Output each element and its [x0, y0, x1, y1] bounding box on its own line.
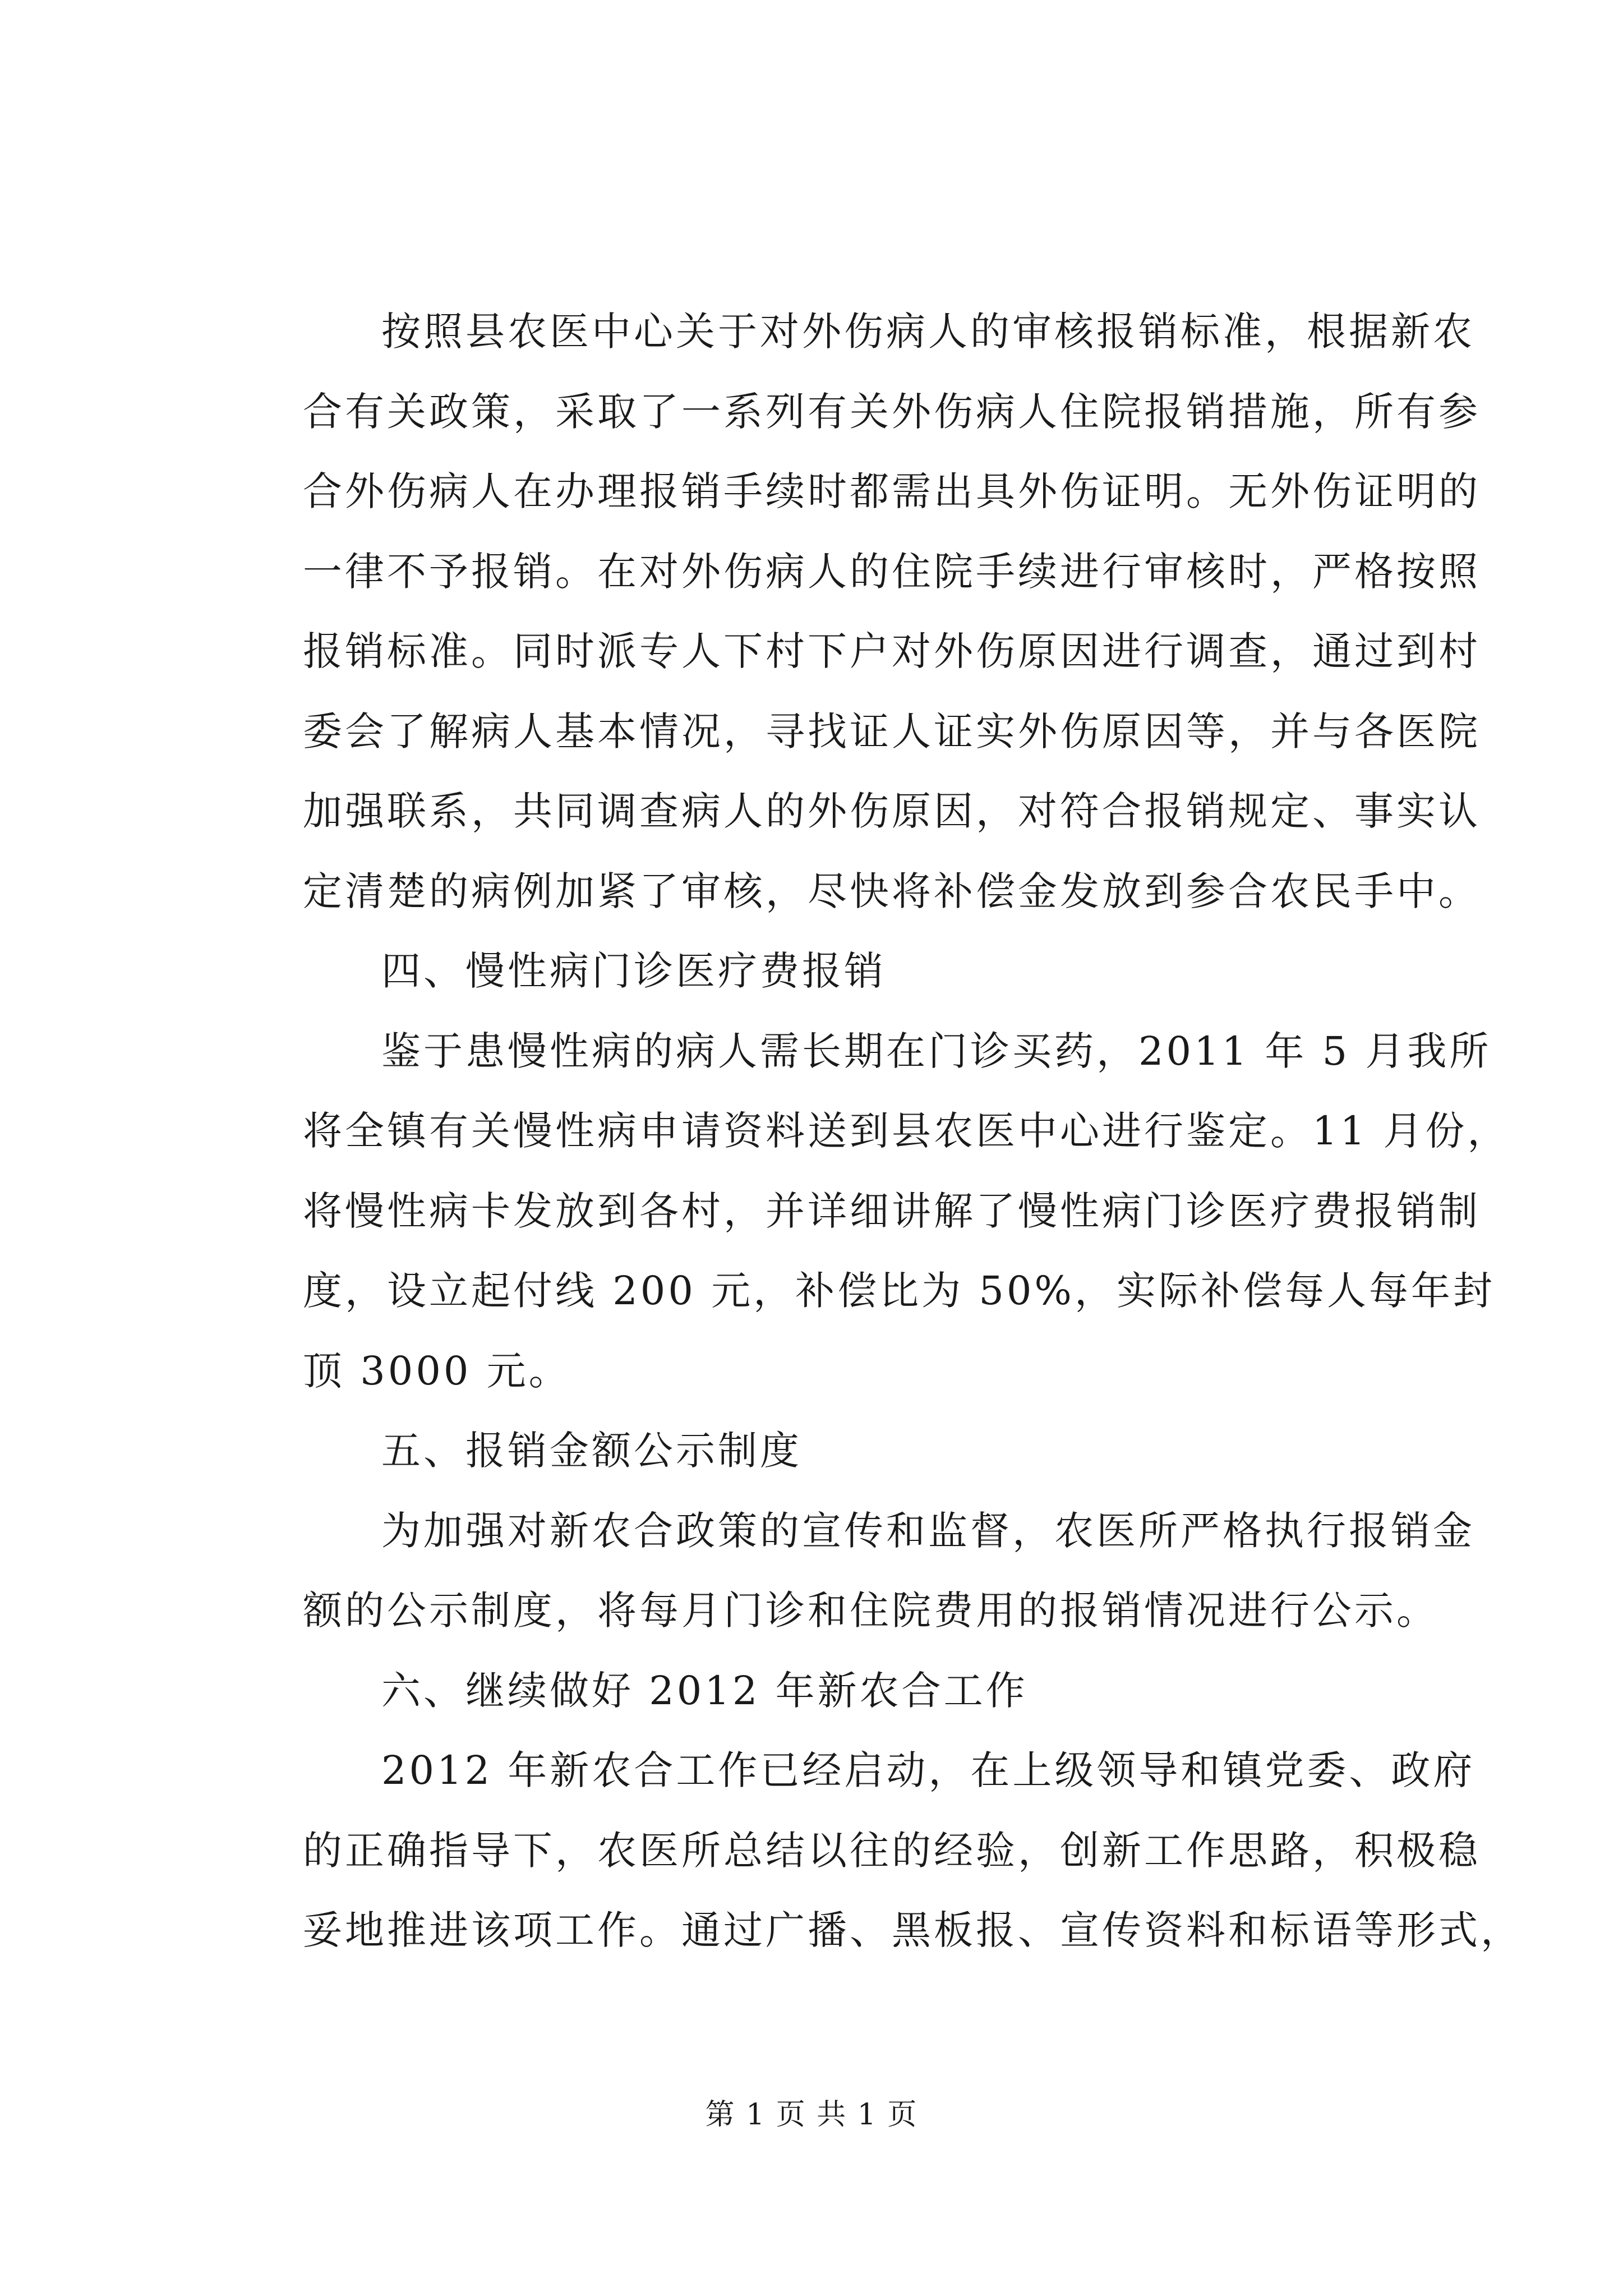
text-line: 合外伤病人在办理报销手续时都需出具外伤证明。无外伤证明的	[303, 468, 1481, 514]
text-line: 将慢性病卡发放到各村，并详细讲解了慢性病门诊医疗费报销制	[303, 1188, 1481, 1234]
text-line: 委会了解病人基本情况，寻找证人证实外伤原因等，并与各医院	[303, 708, 1481, 754]
section-heading: 四、慢性病门诊医疗费报销	[381, 948, 886, 994]
section-heading: 五、报销金额公示制度	[381, 1428, 802, 1474]
text-line: 2012 年新农合工作已经启动，在上级领导和镇党委、政府	[381, 1747, 1476, 1793]
text-line: 合有关政策，采取了一系列有关外伤病人住院报销措施，所有参	[303, 388, 1481, 435]
page-footer: 第 1 页 共 1 页	[705, 2098, 918, 2132]
text-line: 额的公示制度，将每月门诊和住院费用的报销情况进行公示。	[303, 1588, 1438, 1634]
text-line: 妥地推进该项工作。通过广播、黑板报、宣传资料和标语等形式，	[303, 1907, 1523, 1953]
text-line: 定清楚的病例加紧了审核，尽快将补偿金发放到参合农民手中。	[303, 868, 1481, 914]
text-line: 按照县农医中心关于对外伤病人的审核报销标准，根据新农	[381, 309, 1475, 355]
document-body	[303, 292, 1523, 1971]
text-line: 鉴于患慢性病的病人需长期在门诊买药，2011 年 5 月我所	[381, 1028, 1492, 1074]
section-heading: 六、继续做好 2012 年新农合工作	[381, 1667, 1028, 1714]
text-line: 将全镇有关慢性病申请资料送到县农医中心进行鉴定。11 月份，	[303, 1108, 1510, 1154]
text-line: 一律不予报销。在对外伤病人的住院手续进行审核时，严格按照	[303, 548, 1481, 595]
text-line: 加强联系，共同调查病人的外伤原因，对符合报销规定、事实认	[303, 788, 1481, 834]
text-line: 度，设立起付线 200 元，补偿比为 50%，实际补偿每人每年封	[303, 1268, 1495, 1314]
text-line: 的正确指导下，农医所总结以往的经验，创新工作思路，积极稳	[303, 1827, 1481, 1874]
text-line: 顶 3000 元。	[303, 1347, 571, 1394]
text-line: 报销标准。同时派专人下村下户对外伤原因进行调查，通过到村	[303, 628, 1481, 674]
text-line: 为加强对新农合政策的宣传和监督，农医所严格执行报销金	[381, 1507, 1475, 1554]
